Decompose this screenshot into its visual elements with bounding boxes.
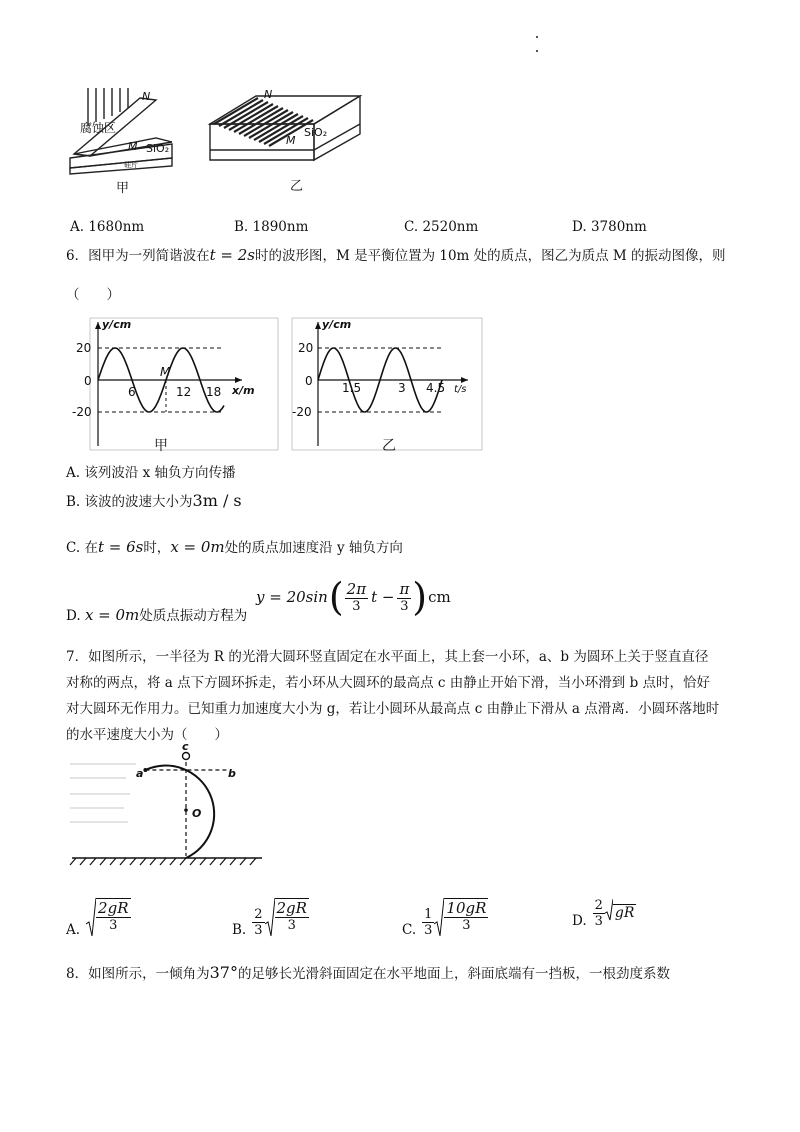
- faint-background-lines: [70, 764, 136, 822]
- q7-figure: [66, 744, 266, 874]
- y-tick-bottom: -20: [292, 405, 312, 419]
- y-tick-top: 20: [76, 341, 92, 355]
- sio2-label: SiO₂: [146, 142, 170, 155]
- q6-option-d: D. x = 0m处质点振动方程为: [66, 606, 248, 624]
- time-expression: t = 2s: [209, 246, 255, 264]
- caption-yi: 乙: [290, 179, 304, 194]
- n-label: N: [264, 88, 273, 101]
- angle-value: 37°: [209, 963, 238, 982]
- small-ring: [183, 753, 190, 760]
- corner-dot: [536, 50, 538, 52]
- origin-label: 0: [84, 374, 92, 388]
- large-ring-arc: [145, 766, 214, 858]
- t-tick-3: 3: [398, 381, 406, 395]
- point-m-label: M: [160, 365, 171, 379]
- n-label: N: [142, 90, 151, 103]
- question-number: 8．: [66, 966, 89, 982]
- q6-stem: 6．图甲为一列简谐波在t = 2s时的波形图，M 是平衡位置为 10m 处的质点，图乙为质点 M 的振动图像，则: [66, 246, 726, 264]
- t-tick-4-5: 4.5: [426, 381, 446, 395]
- q6-option-c: C. 在t = 6s时，x = 0m处的质点加速度沿 y 轴负方向: [66, 538, 403, 556]
- q7-option-a: A. $\frac{2gR}{3}$: [66, 899, 129, 938]
- label-c: c: [182, 744, 189, 753]
- question-number: 6．: [66, 248, 89, 264]
- label-a: a: [136, 767, 144, 780]
- center-o: [184, 808, 188, 812]
- interference-stripes: [214, 98, 313, 146]
- question-number: 7．: [66, 649, 89, 665]
- y-axis-label: y/cm: [102, 318, 132, 331]
- q6-option-a: A. 该列波沿 x 轴负方向传播: [66, 465, 236, 481]
- label-b: b: [228, 767, 236, 780]
- x-tick-18: 18: [206, 385, 222, 399]
- coefficient: $\frac{2}{3}$: [594, 898, 603, 929]
- ground-hatch: [70, 858, 256, 865]
- fraction: $\frac{2\pi}{3}$: [346, 580, 367, 614]
- q5-option-d: D. 3780nm: [572, 219, 647, 235]
- time-expression: t = 6s: [97, 538, 144, 556]
- coefficient: $\frac{1}{3}$: [424, 907, 433, 938]
- left-paren: (: [328, 575, 344, 619]
- square-root: $\frac{2gR}{3}$: [86, 898, 130, 938]
- q7-option-c: C. $\frac{1}{3}$ $\frac{10gR}{3}$: [402, 899, 487, 938]
- square-root: $\frac{10gR}{3}$: [434, 898, 488, 938]
- caption-yi: 乙: [382, 438, 396, 454]
- square-root: gR: [605, 899, 637, 921]
- x-axis-label: x/m: [232, 384, 255, 397]
- q6-graphs: [64, 312, 484, 462]
- radical-sign: [86, 898, 96, 938]
- corrode-label: 腐蚀区: [80, 121, 117, 135]
- origin-label: 0: [305, 374, 313, 388]
- x-tick-12: 12: [176, 385, 192, 399]
- y-tick-top: 20: [298, 341, 314, 355]
- wave-speed-value: 3m / s: [192, 491, 242, 510]
- y-axis-label: y/cm: [322, 318, 352, 331]
- radical-sign: [605, 899, 613, 921]
- q7-stem: 7．如图所示，一半径为 R 的光滑大圆环竖直固定在水平面上，其上套一小环，a、b 为圆环上关于竖直直径 对称的两点，将 a 点下方圆环拆走，若小环从大圆环的最高点 c 由静止开始下滑，当小环滑到 b 点时，恰好 对大圆环无作用力。已知重力加速度大小为 g，若让小圆环从最高点 c 由静止下滑从 a 点滑离．小圆环落地时 的水平速度大小为（ ）: [66, 649, 720, 743]
- point-a: [143, 768, 147, 772]
- x-axis-label: t/s: [454, 384, 467, 395]
- q6-option-b: B. 该波的波速大小为3m / s: [66, 491, 242, 510]
- vibration-equation: y = 20sin ( $\frac{2\pi}{3}$ t − $\frac{\pi}{3}$ ) cm: [256, 575, 451, 619]
- q5-option-a: A. 1680nm: [70, 219, 145, 235]
- answer-bracket: （ ）: [66, 287, 120, 303]
- label-o: O: [192, 807, 202, 820]
- position-expression: x = 0m: [84, 606, 140, 624]
- radical-sign: [265, 898, 275, 938]
- position-expression: x = 0m: [170, 538, 225, 556]
- corner-dot: [536, 36, 538, 38]
- top-figure: [60, 86, 380, 198]
- q5-option-b: B. 1890nm: [234, 219, 309, 235]
- caption-jia: 甲: [116, 181, 130, 196]
- square-root: $\frac{2gR}{3}$: [265, 898, 309, 938]
- m-label: M: [128, 140, 138, 153]
- q7-option-d: D. $\frac{2}{3}$ gR: [572, 898, 635, 929]
- q5-option-c: C. 2520nm: [404, 219, 479, 235]
- y-tick-bottom: -20: [72, 405, 92, 419]
- x-tick-6: 6: [128, 385, 136, 399]
- q7-option-b: B. $\frac{2}{3}$ $\frac{2gR}{3}$: [232, 899, 307, 938]
- t-tick-1-5: 1.5: [342, 381, 362, 395]
- m-label: M: [286, 134, 296, 147]
- sio2-label: SiO₂: [304, 126, 328, 139]
- right-paren: ): [412, 575, 428, 619]
- caption-jia: 甲: [154, 438, 168, 454]
- radical-sign: [434, 898, 444, 938]
- fraction: $\frac{\pi}{3}$: [399, 580, 410, 614]
- silicon-label: 硅片: [124, 161, 138, 169]
- q8-stem: 8．如图所示，一倾角为37°的足够长光滑斜面固定在水平地面上，斜面底端有一挡板，一根劲度系数: [66, 963, 670, 982]
- coefficient: $\frac{2}{3}$: [254, 907, 263, 938]
